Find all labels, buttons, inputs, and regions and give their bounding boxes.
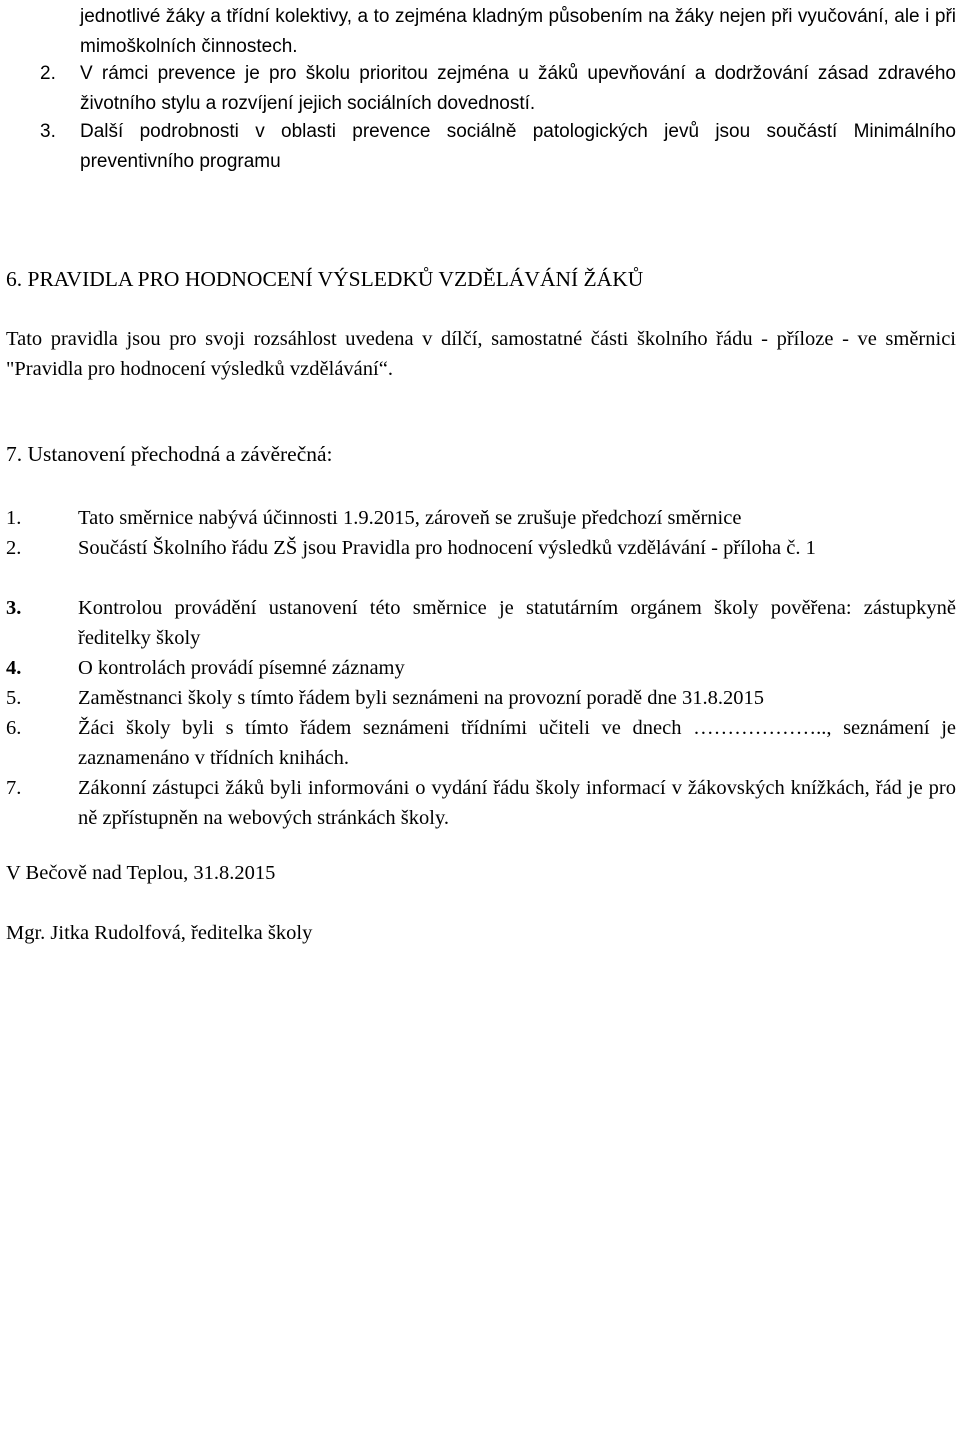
- list-item-text: Součástí Školního řádu ZŠ jsou Pravidla pro hodnocení výsledků vzdělávání - příloha č. 1: [78, 537, 816, 559]
- list-item: [6, 593, 956, 653]
- list-item-text: jednotlivé žáky a třídní kolektivy, a to zejména kladným působením na žáky nejen při vyučování, ale i při mimoškolních činnostech.: [80, 6, 956, 57]
- list-item-continued: [40, 2, 956, 62]
- signature-line: Mgr. Jitka Rudolfová, ředitelka školy: [6, 922, 313, 944]
- place-and-date: V Bečově nad Teplou, 31.8.2015: [6, 862, 276, 884]
- list-item: [40, 59, 956, 119]
- list-item: [6, 653, 956, 683]
- list-item-number: 3.: [6, 597, 22, 619]
- list-item-number: 2.: [40, 63, 56, 84]
- section-7-heading: 7. Ustanovení přechodná a závěrečná:: [6, 442, 333, 466]
- list-item-text: Tato směrnice nabývá účinnosti 1.9.2015, zároveň se zrušuje předchozí směrnice: [78, 507, 742, 529]
- list-item-text: Kontrolou provádění ustanovení této směrnice je statutárním orgánem školy pověřena: zástupkyně ředitelky školy: [78, 597, 956, 649]
- list-item-number: 1.: [6, 507, 22, 529]
- list-item-text: Zaměstnanci školy s tímto řádem byli seznámeni na provozní poradě dne 31.8.2015: [78, 687, 765, 709]
- section-6-heading: 6. PRAVIDLA PRO HODNOCENÍ VÝSLEDKŮ VZDĚLÁVÁNÍ ŽÁKŮ: [6, 267, 644, 291]
- list-item-text: Další podrobnosti v oblasti prevence sociálně patologických jevů jsou součástí Minimálního preventivního programu: [80, 121, 956, 172]
- list-item-text: Žáci školy byli s tímto řádem seznámeni třídními učiteli ve dnech ……………….., seznámení je zaznamenáno v třídních knihách.: [78, 717, 956, 769]
- list-item-number: 7.: [6, 777, 22, 799]
- list-item-text: Zákonní zástupci žáků byli informováni o vydání řádu školy informací v žákovských knížkách, řád je pro ně zpřístupněn na webových stránkách školy.: [78, 777, 956, 829]
- list-item-text: V rámci prevence je pro školu prioritou zejména u žáků upevňování a dodržování zásad zdravého životního stylu a rozvíjení jejich sociálních dovedností.: [80, 63, 956, 114]
- list-item-number: [40, 2, 80, 62]
- list-item-number: 5.: [6, 687, 22, 709]
- list-item-number: 4.: [6, 657, 22, 679]
- list-item: [6, 503, 956, 533]
- list-item-number: 2.: [6, 537, 22, 559]
- list-item-text: O kontrolách provádí písemné záznamy: [78, 657, 405, 679]
- list-item: [6, 773, 956, 833]
- section-6-paragraph: Tato pravidla jsou pro svoji rozsáhlost uvedena v dílčí, samostatné části školního řádu - příloze - ve směrnici "Pravidla pro hodnocení výsledků vzdělávání“.: [6, 328, 956, 380]
- list-item: [6, 683, 956, 713]
- list-item: [40, 117, 956, 177]
- list-item-number: 3.: [40, 121, 56, 142]
- list-item: [6, 713, 956, 773]
- list-item: [6, 533, 956, 563]
- list-item-number: 6.: [6, 717, 22, 739]
